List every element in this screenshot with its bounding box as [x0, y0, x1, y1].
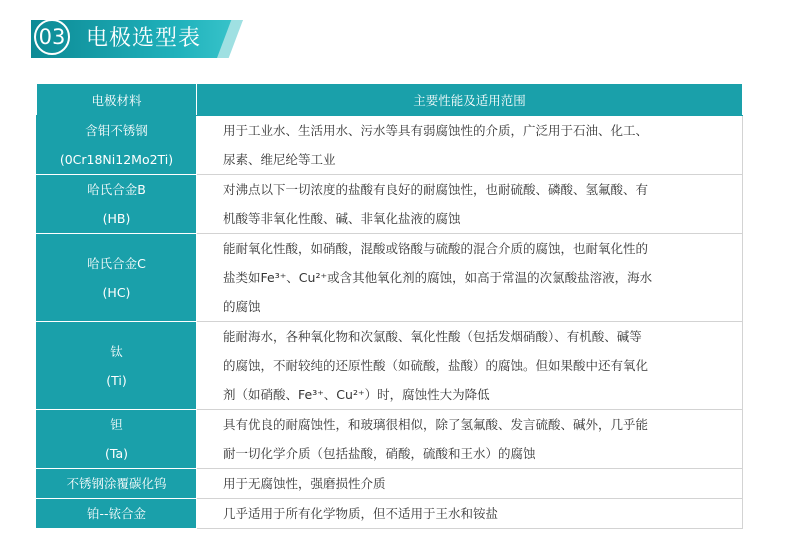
description-line: 具有优良的耐腐蚀性，和玻璃很相似，除了氢氟酸、发言硫酸、碱外，几乎能 [223, 417, 649, 432]
material-code: (HC) [102, 284, 131, 300]
description-line: 几乎适用于所有化学物质，但不适用于王水和铵盐 [223, 506, 499, 521]
description-line: 对沸点以下一切浓度的盐酸有良好的耐腐蚀性，也耐硫酸、磷酸、氢氟酸、有 [223, 182, 649, 197]
material-code: (HB) [102, 211, 131, 226]
table-row [37, 175, 743, 234]
material-name: 铂--铱合金 [86, 506, 147, 521]
material-cell [37, 322, 197, 410]
section-number: 03 [34, 19, 70, 55]
material-cell [37, 116, 197, 175]
section-header [31, 14, 271, 64]
description-cell [197, 322, 743, 410]
description-line: 用于工业水、生活用水、污水等具有弱腐蚀性的介质，广泛用于石油、化工、 [223, 123, 649, 138]
description-line: 的腐蚀 [223, 299, 261, 314]
material-cell [37, 175, 197, 234]
description-line: 能耐海水，各种氧化物和次氯酸、氧化性酸（包括发烟硝酸）、有机酸、碱等 [223, 329, 642, 344]
table-row [37, 116, 743, 175]
material-name: 哈氏合金B [87, 182, 146, 197]
material-name: 哈氏合金C [87, 255, 146, 271]
table-header-row [37, 84, 743, 116]
material-name: 钽 [110, 417, 123, 432]
table-row [37, 410, 743, 469]
description-cell [197, 234, 743, 322]
description-line: 用于无腐蚀性，强磨损性介质 [223, 476, 386, 491]
description-line: 的腐蚀，不耐较纯的还原性酸（如硫酸，盐酸）的腐蚀。但如果酸中还有氧化 [223, 358, 649, 373]
description-cell [197, 175, 743, 234]
column-header-performance: 主要性能及适用范围 [197, 84, 743, 116]
description-line: 尿素、维尼纶等工业 [223, 152, 336, 167]
material-cell [37, 234, 197, 322]
table-row [37, 322, 743, 410]
material-code: (0Cr18Ni12Mo2Ti) [59, 152, 174, 167]
description-cell [197, 469, 743, 499]
description-cell [197, 116, 743, 175]
description-cell [197, 499, 743, 529]
material-name: 不锈钢涂覆碳化钨 [66, 476, 167, 491]
description-cell [197, 410, 743, 469]
material-cell [37, 499, 197, 529]
table-row [37, 469, 743, 499]
material-name: 钛 [110, 343, 123, 359]
description-line: 盐类如Fe³⁺、Cu²⁺或含其他氧化剂的腐蚀，如高于常温的次氯酸盐溶液，海水 [223, 270, 653, 285]
description-line: 剂（如硝酸、Fe³⁺、Cu²⁺）时，腐蚀性大为降低 [223, 387, 490, 402]
description-line: 机酸等非氧化性酸、碱、非氧化盐液的腐蚀 [223, 211, 461, 226]
description-line: 耐一切化学介质（包括盐酸，硝酸，硫酸和王水）的腐蚀 [223, 446, 536, 461]
column-header-material: 电极材料 [37, 84, 197, 116]
electrode-selection-table [36, 83, 743, 529]
table-row [37, 499, 743, 529]
material-code: (Ti) [106, 372, 127, 388]
material-cell [37, 469, 197, 499]
description-line: 能耐氧化性酸，如硝酸，混酸或铬酸与硫酸的混合介质的腐蚀，也耐氧化性的 [223, 241, 649, 256]
table-row [37, 234, 743, 322]
material-name: 含钼不锈钢 [85, 123, 148, 138]
material-code: (Ta) [105, 446, 128, 461]
material-cell [37, 410, 197, 469]
section-title: 电极选型表 [86, 26, 202, 51]
